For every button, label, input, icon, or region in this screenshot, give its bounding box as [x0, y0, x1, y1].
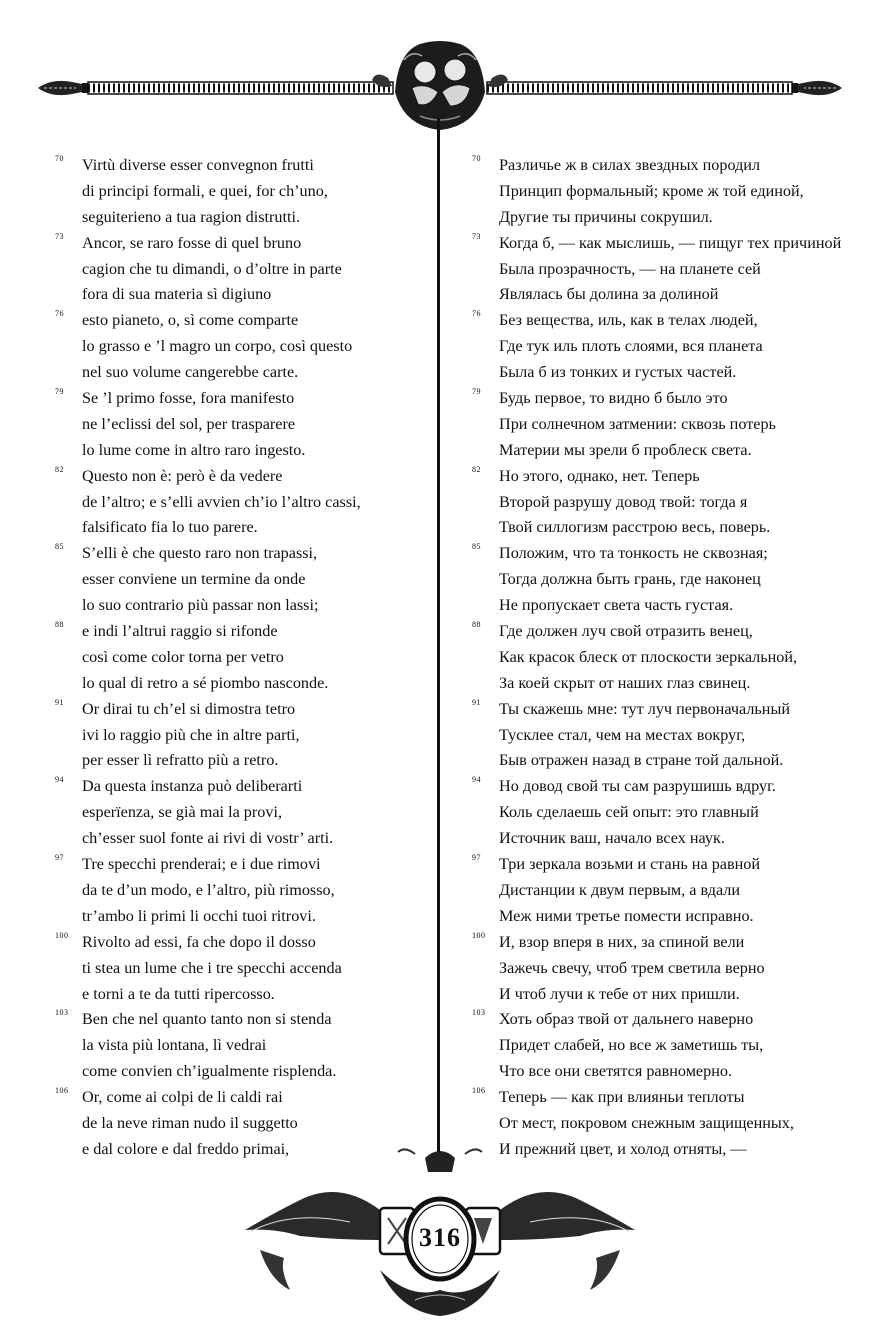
tercet [472, 1007, 872, 1085]
verse-line: Меж ними третье помести исправно. [499, 906, 754, 925]
verse-number: 97 [55, 853, 64, 863]
verse-number: 100 [55, 930, 69, 940]
verse-line: per esser lì refratto più a retro. [82, 751, 279, 770]
verse-line: lo grasso e ’l magro un corpo, così questo [82, 337, 353, 356]
verse-line: Теперь — как при влияньи теплоты [499, 1088, 745, 1107]
verse-line: Se ’l primo fosse, fora manifesto [82, 389, 295, 408]
tercet [55, 697, 425, 775]
tercet [55, 153, 425, 231]
verse-line: de la neve riman nudo il suggetto [82, 1113, 298, 1132]
tercet [472, 308, 872, 386]
verse-number: 82 [55, 464, 64, 474]
tercet [55, 308, 425, 386]
verse-line: Ben che nel quanto tanto non si stenda [82, 1010, 332, 1029]
verse-line: Другие ты причины сокрушил. [499, 207, 713, 226]
verse-line: Virtù diverse esser convegnon frutti [82, 156, 314, 174]
verse-line: За коей скрыт от наших глаз свинец. [499, 673, 751, 692]
verse-number: 103 [55, 1008, 69, 1018]
tercet [472, 697, 872, 775]
verse-line: come convien ch’igualmente risplenda. [82, 1062, 337, 1081]
rope-border-left [88, 82, 393, 94]
verse-line: così come color torna per vetro [82, 647, 284, 666]
tercet [472, 153, 872, 231]
verse-line: falsificato fia lo tuo parere. [82, 518, 258, 537]
verse-number: 79 [472, 387, 481, 397]
verse-line: ch’esser suol fonte ai rivi di vostr’ arti. [82, 829, 334, 848]
center-divider [437, 118, 440, 1158]
verse-line: da te d’un modo, e l’altro, più rimosso, [82, 880, 335, 899]
verse-line: ivi lo raggio più che in altre parti, [82, 725, 300, 744]
tercet [55, 541, 425, 619]
verse-line: Ты скажешь мне: тут луч первоначальный [499, 699, 791, 718]
verse-line: Была б из тонких и густых частей. [499, 363, 737, 382]
verse-line: lo lume come in altro raro ingesto. [82, 440, 306, 459]
verse-line: esto pianeto, o, sì come comparte [82, 311, 299, 330]
verse-line: Но этого, однако, нет. Теперь [499, 466, 700, 485]
verse-line: cagion che tu dimandi, o d’oltre in parte [82, 259, 342, 278]
verse-line: Быв отражен назад в стране той дальной. [499, 751, 784, 770]
verse-line: tr’ambo li primi li occhi tuoi ritrovi. [82, 906, 316, 925]
verse-number: 91 [55, 697, 64, 707]
verse-line: Придет слабей, но все ж заметишь ты, [499, 1036, 764, 1055]
verse-line: S’elli è che questo raro non trapassi, [82, 544, 318, 563]
verse-line: nel suo volume cangerebbe carte. [82, 363, 299, 382]
verse-line: Rivolto ad essi, fa che dopo il dosso [82, 932, 316, 951]
verse-number: 82 [472, 464, 481, 474]
verse-line: e torni a te da tutti ripercosso. [82, 984, 275, 1003]
verse-line: Or dirai tu ch’el si dimostra tetro [82, 699, 296, 718]
italian-text-column [55, 153, 425, 1163]
verse-number: 73 [55, 231, 64, 241]
verse-line: Второй разрушу довод твой: тогда я [499, 492, 748, 511]
verse-line: Принцип формальный; кроме ж той единой, [499, 181, 804, 200]
verse-line: e indi l’altrui raggio si rifonde [82, 622, 278, 641]
verse-line: la vista più lontana, lì vedrai [82, 1036, 267, 1055]
tercet [55, 774, 425, 852]
verse-number: 73 [472, 231, 481, 241]
verse-line: Различье ж в силах звездных породил [499, 156, 761, 174]
verse-line: de l’altro; e s’elli avvien ch’io l’altro cassi, [82, 492, 361, 511]
page-number: 316 [419, 1223, 461, 1252]
tercet [472, 464, 872, 542]
verse-line: e dal colore e dal freddo primai, [82, 1139, 290, 1158]
tercet [472, 386, 872, 464]
verse-line: Как красок блеск от плоскости зеркальной, [499, 647, 798, 666]
verse-number: 106 [472, 1086, 486, 1096]
verse-line: И, взор вперя в них, за спиной вели [499, 932, 745, 951]
verse-line: Не пропускает света часть густая. [499, 596, 734, 615]
verse-line: ti stea un lume che i tre specchi accenda [82, 958, 342, 977]
verse-number: 70 [472, 154, 481, 163]
tercet [55, 852, 425, 930]
verse-line: Материи мы зрели б проблеск света. [499, 440, 752, 459]
verse-line: Где должен луч свой отразить венец, [499, 622, 753, 641]
verse-line: Questo non è: però è da vedere [82, 466, 283, 485]
tercet [472, 774, 872, 852]
verse-line: И чтоб лучи к тебе от них пришли. [499, 984, 740, 1003]
verse-number: 88 [472, 620, 481, 630]
tercet [55, 464, 425, 542]
verse-number: 85 [472, 542, 481, 552]
verse-line: И прежний цвет, и холод отняты, — [499, 1139, 747, 1158]
verse-line: seguiterieno a tua ragion distrutti. [82, 207, 301, 226]
verse-number: 70 [55, 154, 64, 163]
tercet [472, 852, 872, 930]
verse-number: 106 [55, 1086, 69, 1096]
verse-line: При солнечном затмении: сквозь потерь [499, 414, 776, 433]
verse-line: Была прозрачность, — на планете сей [499, 259, 761, 278]
tercet [472, 541, 872, 619]
verse-number: 97 [472, 853, 481, 863]
verse-line: ne l’eclissi del sol, per trasparere [82, 414, 296, 433]
verse-line: Da questa instanza può deliberarti [82, 777, 303, 796]
verse-number: 103 [472, 1008, 486, 1018]
verse-line: Tre specchi prenderai; e i due rimovi [82, 855, 321, 874]
russian-text-column [472, 153, 872, 1163]
verse-line: Являлась бы долина за долиной [499, 285, 719, 304]
verse-number: 88 [55, 620, 64, 630]
tercet [55, 231, 425, 309]
verse-line: fora di sua materia sì digiuno [82, 285, 272, 304]
verse-line: Источник ваш, начало всех наук. [499, 829, 725, 848]
top-ornament [0, 30, 880, 150]
tercet [55, 1007, 425, 1085]
verse-line: Ancor, se raro fosse di quel bruno [82, 233, 302, 252]
tercet [55, 619, 425, 697]
verse-line: Хоть образ твой от дальнего наверно [499, 1010, 754, 1029]
verse-line: Когда б, — как мыслишь, — пищуг тех причиной [499, 233, 842, 252]
verse-line: Без вещества, иль, как в телах людей, [499, 311, 758, 330]
left-finial-icon [38, 81, 88, 95]
verse-line: Положим, что та тонкость не сквозная; [499, 544, 768, 563]
verse-line: Будь первое, то видно б было это [499, 389, 728, 408]
verse-line: Зажечь свечу, чтоб трем светила верно [499, 958, 765, 977]
verse-line: Дистанции к двум первым, а вдали [499, 880, 741, 899]
verse-line: Где тук иль плоть слоями, вся планета [499, 337, 763, 356]
tercet [472, 231, 872, 309]
verse-line: esperïenza, se già mai la provi, [82, 803, 283, 822]
tercet [472, 930, 872, 1008]
verse-number: 94 [472, 775, 481, 785]
verse-line: От мест, покровом снежным защищенных, [499, 1113, 794, 1132]
verse-number: 76 [55, 309, 64, 319]
verse-line: lo suo contrario più passar non lassi; [82, 596, 319, 615]
verse-number: 100 [472, 930, 486, 940]
tercet [55, 930, 425, 1008]
rope-border-right [487, 82, 792, 94]
verse-number: 91 [472, 697, 481, 707]
verse-number: 85 [55, 542, 64, 552]
verse-line: Коль сделаешь сей опыт: это главный [499, 803, 759, 822]
tercet [472, 619, 872, 697]
verse-number: 94 [55, 775, 64, 785]
verse-line: Три зеркала возьми и стань на равной [499, 855, 761, 874]
verse-line: Но довод свой ты сам разрушишь вдруг. [499, 777, 776, 796]
tercet [55, 386, 425, 464]
right-finial-icon [792, 81, 842, 95]
verse-line: Тогда должна быть грань, где наконец [499, 570, 761, 589]
verse-number: 79 [55, 387, 64, 397]
verse-line: Что все они светятся равномерно. [499, 1062, 733, 1081]
verse-number: 76 [472, 309, 481, 319]
verse-line: Твой силлогизм расстрою весь, поверь. [499, 518, 771, 537]
verse-line: Тусклее стал, чем на местах вокруг, [499, 725, 746, 744]
verse-line: Or, come ai colpi de li caldi rai [82, 1088, 283, 1107]
verse-line: di principi formali, e quei, for ch’uno, [82, 181, 328, 200]
verse-line: lo qual di retro a sé piombo nasconde. [82, 673, 329, 692]
verse-line: esser conviene un termine da onde [82, 570, 306, 589]
